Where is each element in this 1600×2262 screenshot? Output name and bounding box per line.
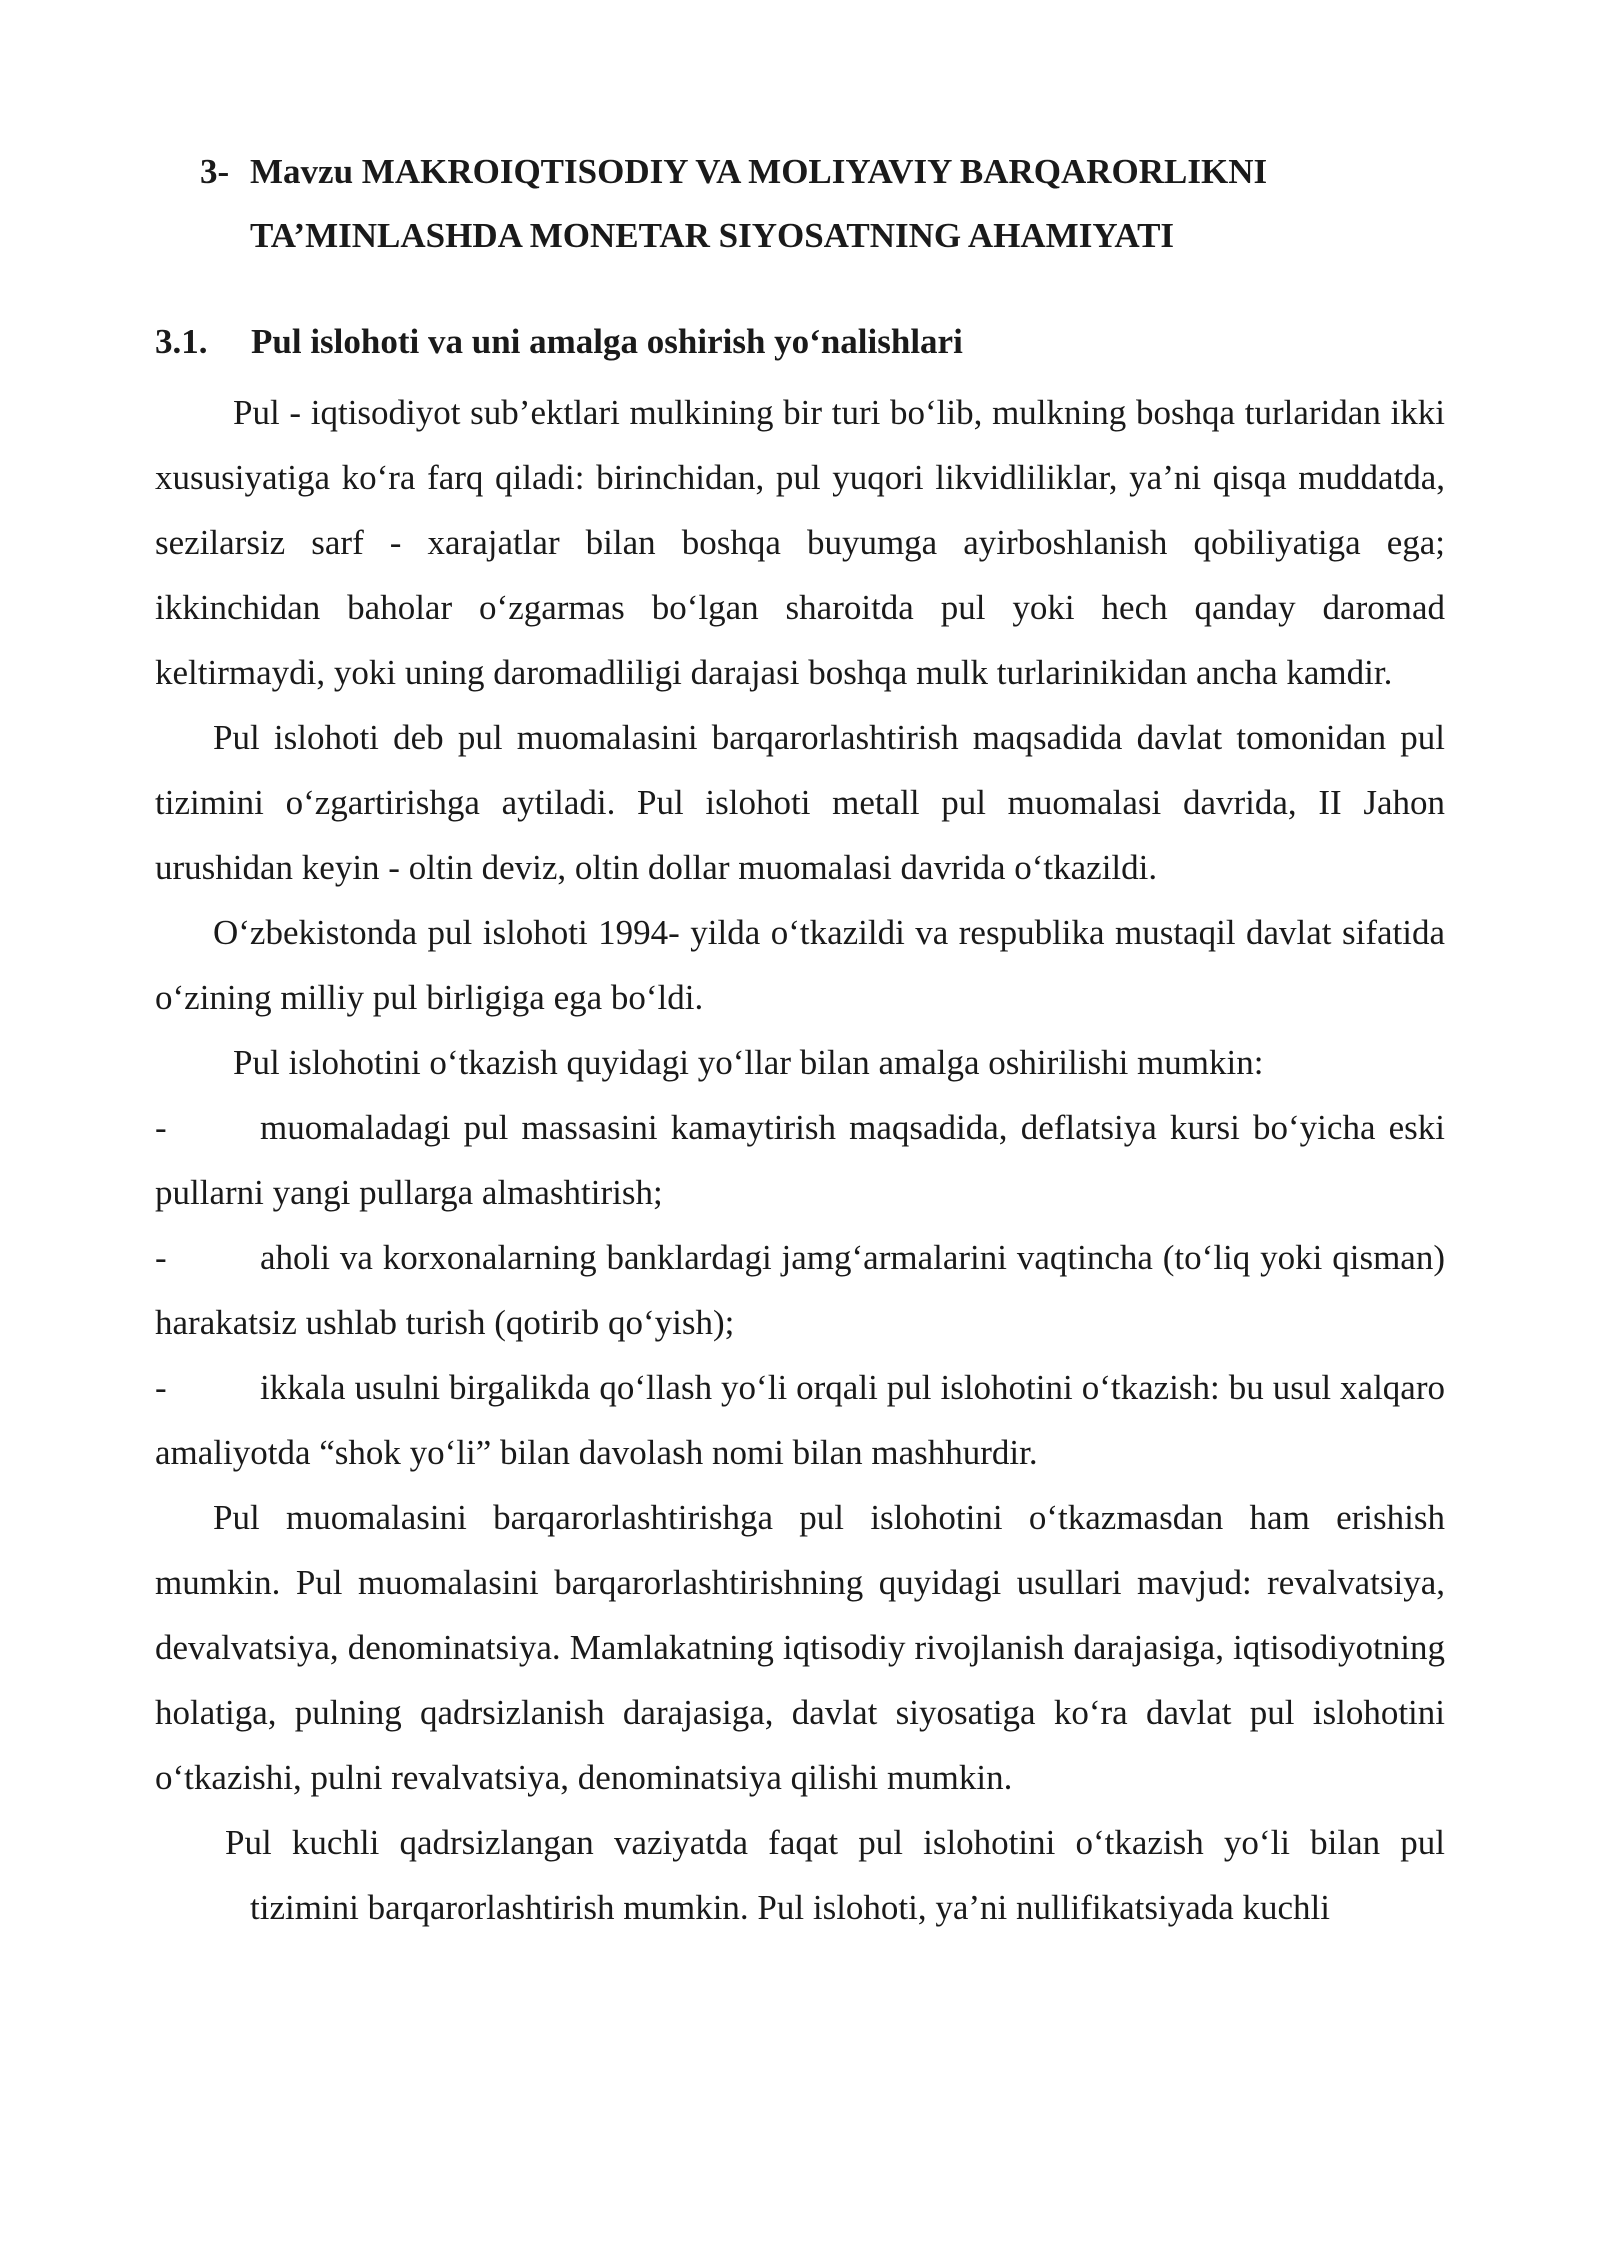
paragraph: O‘zbekistonda pul islohoti 1994- yilda o‘tkazildi va respublika mustaqil davlat sifatida o‘zining milliy pul birligiga ega bo‘ldi. [155, 913, 1445, 1017]
paragraph: Pul - iqtisodiyot sub’ektlari mulkining bir turi bo‘lib, mulkning boshqa turlaridan ikki xususiyatiga ko‘ra farq qiladi: birinchidan, pul yuqori likvidliliklar, ya’ni qisqa muddatda, sezilarsiz sarf - xarajatlar bilan boshqa buyumga ayirboshlanish qobiliyatiga ega; ikkinchidan baholar o‘zgarmas bo‘lgan sharoitda pul yoki hech qanday daromad keltirmaydi, yoki uning daromadliligi darajasi boshqa mulk turlarinikidan ancha kamdir. [155, 393, 1445, 692]
list-item-text: muomaladagi pul massasini kamaytirish maqsadida, deflatsiya kursi bo‘yicha eski pullarni yangi pullarga almashtirish; [155, 1108, 1445, 1212]
section-title: Pul islohoti va uni amalga oshirish yo‘nalishlari [251, 322, 963, 361]
list-item [155, 1095, 1445, 1225]
paragraph: Pul islohoti deb pul muomalasini barqarorlashtirish maqsadida davlat tomonidan pul tizimini o‘zgartirishga aytiladi. Pul islohoti metall pul muomalasi davrida, II Jahon urushidan keyin - oltin deviz, oltin dollar muomalasi davrida o‘tkazildi. [155, 718, 1445, 887]
list-item-text: ikkala usulni birgalikda qo‘llash yo‘li orqali pul islohotini o‘tkazish: bu usul xalqaro amaliyotda “shok yo‘li” bilan davolash nomi bilan mashhurdir. [155, 1368, 1445, 1472]
list-marker: - [155, 1238, 167, 1277]
list-item [155, 1355, 1445, 1485]
title-number: 3- [200, 152, 230, 191]
body-text [155, 380, 1445, 1940]
list-item [155, 1225, 1445, 1355]
paragraph: Pul islohotini o‘tkazish quyidagi yo‘llar bilan amalga oshirilishi mumkin: [233, 1043, 1264, 1082]
title-line-2: TA’MINLASHDA MONETAR SIYOSATNING AHAMIYATI [250, 216, 1175, 255]
paragraph: Pul kuchli qadrsizlangan vaziyatda faqat pul islohotini o‘tkazish yo‘li bilan pul tizimini barqarorlashtirish mumkin. Pul islohoti, ya’ni nullifikatsiyada kuchli [225, 1823, 1445, 1927]
title-text-1: Mavzu MAKROIQTISODIY VA MOLIYAVIY BARQARORLIKNI [250, 152, 1268, 191]
section-number: 3.1. [155, 322, 208, 361]
paragraph: Pul muomalasini barqarorlashtirishga pul islohotini o‘tkazmasdan ham erishish mumkin. Pul muomalasini barqarorlashtirishning quyidagi usullari mavjud: revalvatsiya, devalvatsiya, denominatsiya. Mamlakatning iqtisodiy rivojlanish darajasiga, iqtisodiyotning holatiga, pulning qadrsizlanish darajasiga, davlat siyosatiga ko‘ra davlat pul islohotini o‘tkazishi, pulni revalvatsiya, denominatsiya qilishi mumkin. [155, 1498, 1445, 1797]
section-heading [155, 318, 963, 366]
list-marker: - [155, 1108, 167, 1147]
title-line-1 [200, 140, 1460, 204]
list-marker: - [155, 1368, 167, 1407]
document-title [200, 140, 1460, 268]
list-item-text: aholi va korxonalarning banklardagi jamg‘armalarini vaqtincha (to‘liq yoki qisman) harakatsiz ushlab turish (qotirib qo‘yish); [155, 1238, 1445, 1342]
